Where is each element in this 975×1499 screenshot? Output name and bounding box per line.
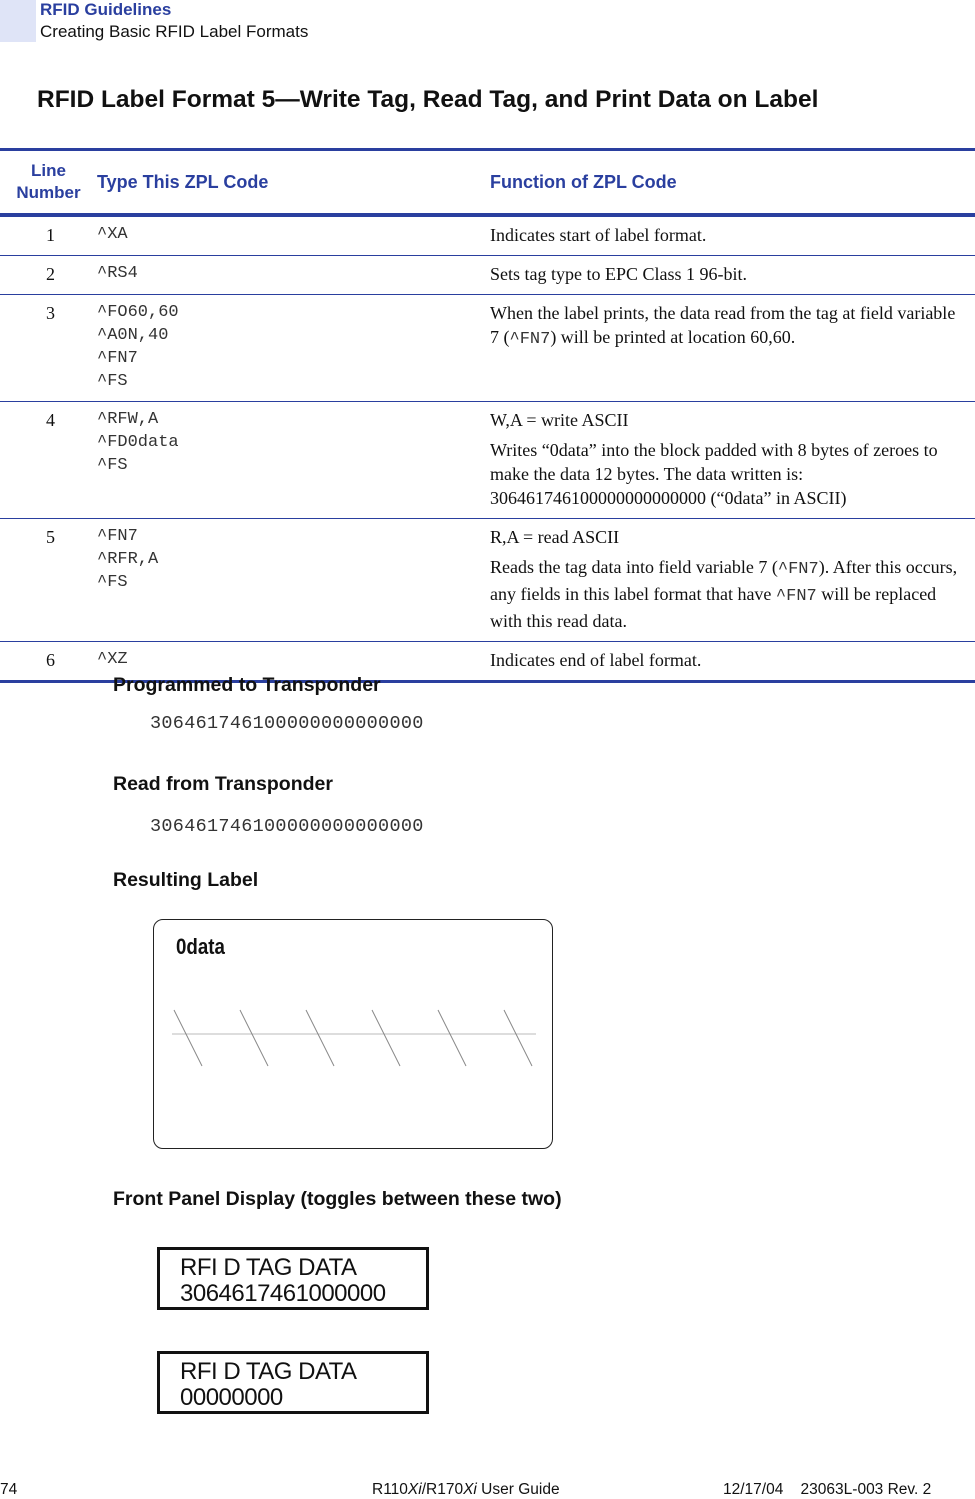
line-number-cell: 6 [0, 642, 97, 682]
header-tab-marker [0, 0, 36, 42]
display-line-1: RFI D TAG DATA [180, 1254, 357, 1281]
footer-guide-title [372, 1481, 560, 1499]
function-cell [490, 642, 975, 682]
label-printed-text: 0data [176, 934, 225, 959]
function-text [490, 301, 963, 352]
function-text: Indicates end of label format. [490, 650, 702, 670]
zpl-code-line: ^FO60,60 [97, 303, 179, 322]
table-row [0, 215, 975, 256]
function-text-part: ). After this occurs, any fields in this label format that have [490, 557, 958, 604]
inline-code: ^FN7 [509, 330, 551, 349]
zpl-code-line: ^XZ [97, 650, 128, 669]
display-line-2: 00000000 [180, 1384, 283, 1411]
zpl-code-line: ^XA [97, 225, 128, 244]
column-header-function: Function of ZPL Code [490, 150, 975, 216]
footer-date-revision: 12/17/04 23063L-003 Rev. 2 [723, 1481, 932, 1498]
function-text-part: Reads the tag data into field variable 7 ( [490, 557, 778, 577]
footer-guide-part: Xi [463, 1481, 477, 1498]
function-text: Writes “0data” into the block padded with 8 bytes of zeroes to make the data 12 bytes. The data written is: 306461746100000000000000 (“0data” in ASCII) [490, 440, 938, 508]
function-cell [490, 256, 975, 295]
function-cell [490, 402, 975, 519]
function-cell [490, 215, 975, 256]
programmed-value: 306461746100000000000000 [150, 713, 424, 734]
zpl-code-line: ^RS4 [97, 264, 138, 283]
footer-page-number: 74 [0, 1481, 18, 1498]
line-number-cell: 5 [0, 519, 97, 642]
header-subsection-title: Creating Basic RFID Label Formats [40, 22, 309, 41]
footer-guide-part: /R170 [421, 1481, 464, 1498]
programmed-heading: Programmed to Transponder [113, 674, 381, 696]
footer-guide-part: Xi [407, 1481, 422, 1498]
function-text-part: will be replaced with this read data. [490, 584, 937, 631]
column-header-zpl-code: Type This ZPL Code [97, 150, 490, 216]
zpl-code-line: ^FS [97, 456, 128, 475]
column-header-line-number: Line Number [0, 150, 97, 216]
function-text [490, 555, 963, 633]
zpl-code-line: ^FN7 [97, 527, 138, 546]
function-text: Indicates start of label format. [490, 225, 707, 245]
zpl-code-cell [97, 402, 490, 519]
printed-label-illustration [153, 919, 553, 1149]
zpl-code-cell [97, 295, 490, 402]
footer-guide-part: User Guide [476, 1481, 560, 1498]
inline-code: ^FN7 [775, 587, 817, 606]
display-line-1: RFI D TAG DATA [180, 1358, 357, 1385]
function-text: R,A = read ASCII [490, 527, 620, 547]
inline-code: ^FN7 [777, 560, 819, 579]
front-panel-display [157, 1247, 429, 1310]
zpl-code-line: ^FS [97, 372, 128, 391]
zpl-code-line: ^FD0data [97, 433, 179, 452]
zpl-code-line: ^A0N,40 [97, 326, 169, 345]
header-section-title: RFID Guidelines [40, 0, 172, 19]
zpl-code-cell [97, 215, 490, 256]
function-cell [490, 295, 975, 402]
zpl-code-cell [97, 256, 490, 295]
zpl-code-line: ^FS [97, 573, 128, 592]
line-number-cell: 2 [0, 256, 97, 295]
front-panel-heading: Front Panel Display (toggles between these two) [113, 1188, 562, 1210]
page-title: RFID Label Format 5—Write Tag, Read Tag, and Print Data on Label [37, 86, 819, 113]
function-text-part: ) will be printed at location 60,60. [550, 327, 796, 347]
read-heading: Read from Transponder [113, 773, 333, 795]
zpl-code-line: ^RFR,A [97, 550, 159, 569]
front-panel-display [157, 1351, 429, 1414]
table-row [0, 256, 975, 295]
line-number-cell: 4 [0, 402, 97, 519]
function-text: W,A = write ASCII [490, 410, 629, 430]
resulting-label-heading: Resulting Label [113, 869, 259, 891]
function-text-part: When the label prints, the data read from the tag at field variable 7 ( [490, 303, 956, 347]
table-row [0, 295, 975, 402]
zpl-code-cell [97, 519, 490, 642]
zpl-code-line: ^FN7 [97, 349, 138, 368]
display-line-2: 3064617461000000 [180, 1280, 386, 1307]
table-row [0, 519, 975, 642]
line-number-cell: 3 [0, 295, 97, 402]
footer-guide-part: R110 [372, 1481, 408, 1498]
function-text: Sets tag type to EPC Class 1 96-bit. [490, 264, 748, 284]
table-row [0, 402, 975, 519]
function-cell [490, 519, 975, 642]
zpl-code-table [0, 148, 975, 683]
line-number-cell: 1 [0, 215, 97, 256]
table-header-row [0, 150, 975, 216]
zpl-code-line: ^RFW,A [97, 410, 159, 429]
read-value: 306461746100000000000000 [150, 816, 424, 837]
